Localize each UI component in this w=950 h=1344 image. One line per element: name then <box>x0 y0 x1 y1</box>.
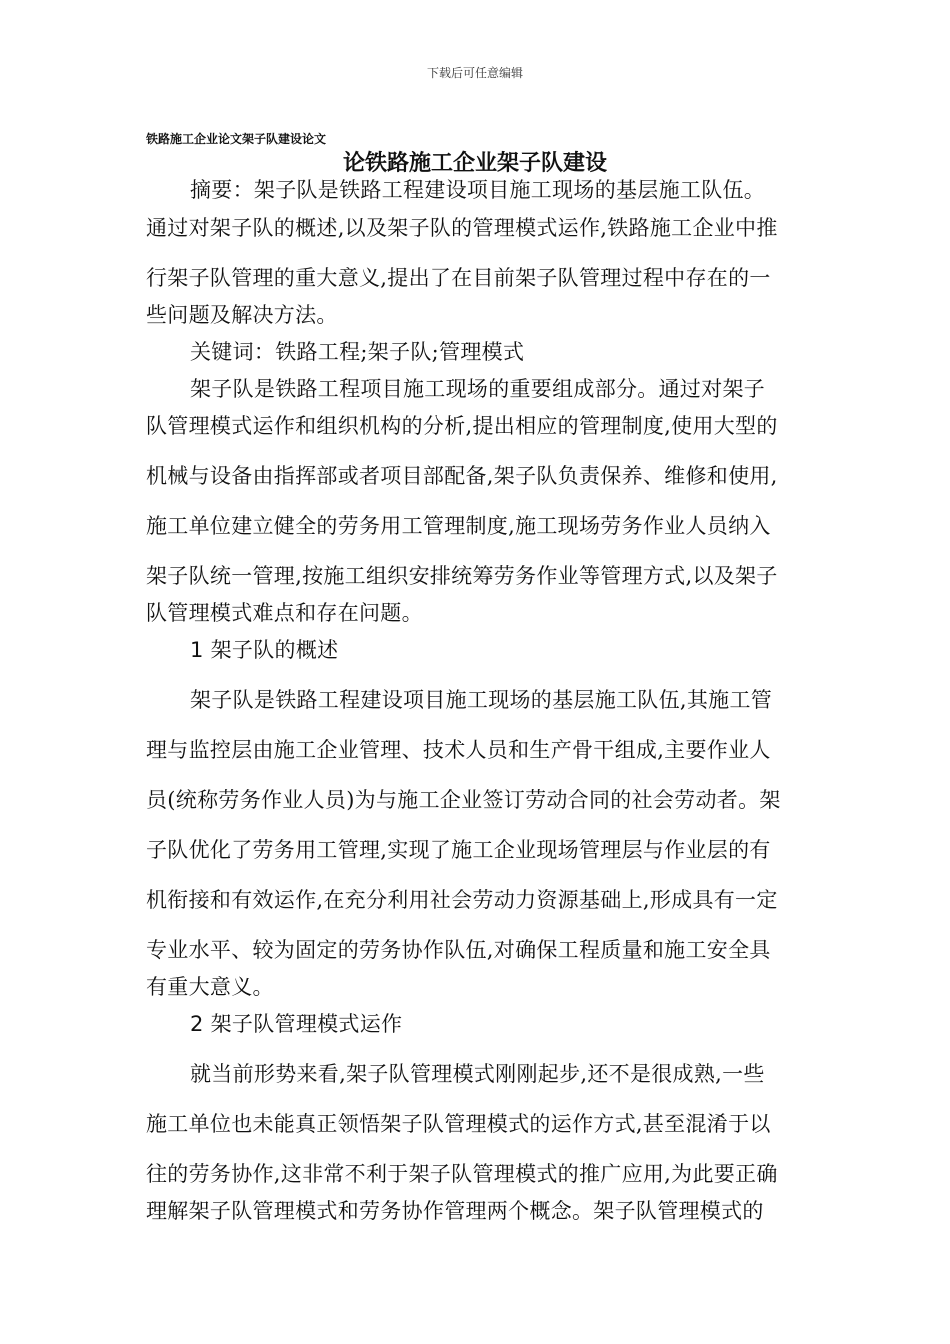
abstract-line: 摘要：架子队是铁路工程建设项目施工现场的基层施工队伍。 <box>190 178 766 202</box>
keywords-line: 关键词：铁路工程;架子队;管理模式 <box>190 340 525 364</box>
paragraph-line: 队管理模式难点和存在问题。 <box>146 601 423 625</box>
paragraph-line: 架子队是铁路工程项目施工现场的重要组成部分。通过对架子 <box>190 377 766 401</box>
paragraph-line: 施工单位建立健全的劳务用工管理制度,施工现场劳务作业人员纳入 <box>146 514 771 538</box>
paragraph-line: 队管理模式运作和组织机构的分析,提出相应的管理制度,使用大型的 <box>146 414 778 438</box>
paragraph-line: 机械与设备由指挥部或者项目部配备,架子队负责保养、维修和使用, <box>146 464 778 488</box>
paragraph-line: 就当前形势来看,架子队管理模式刚刚起步,还不是很成熟,一些 <box>190 1062 765 1086</box>
section-heading-2: 2 架子队管理模式运作 <box>190 1012 403 1036</box>
paragraph-line: 架子队统一管理,按施工组织安排统筹劳务作业等管理方式,以及架子 <box>146 564 778 588</box>
page-header: 下载后可任意编辑 <box>426 66 523 80</box>
paragraph-line: 机衔接和有效运作,在充分利用社会劳动力资源基础上,形成具有一定 <box>146 888 778 912</box>
paragraph-line: 有重大意义。 <box>146 975 274 999</box>
paragraph-line: 往的劳务协作,这非常不利于架子队管理模式的推广应用,为此要正确 <box>146 1162 778 1186</box>
paragraph-line: 员(统称劳务作业人员)为与施工企业签订劳动合同的社会劳动者。架 <box>146 788 781 812</box>
paragraph-line: 架子队是铁路工程建设项目施工现场的基层施工队伍,其施工管 <box>190 688 773 712</box>
abstract-line: 些问题及解决方法。 <box>146 303 338 327</box>
document-title: 论铁路施工企业架子队建设 <box>342 151 607 176</box>
paragraph-line: 理与监控层由施工企业管理、技术人员和生产骨干组成,主要作业人 <box>146 738 771 762</box>
paragraph-line: 专业水平、较为固定的劳务协作队伍,对确保工程质量和施工安全具 <box>146 938 771 962</box>
paragraph-line: 理解架子队管理模式和劳务协作管理两个概念。架子队管理模式的 <box>146 1199 764 1223</box>
paragraph-line: 施工单位也未能真正领悟架子队管理模式的运作方式,甚至混淆于以 <box>146 1112 771 1136</box>
abstract-line: 行架子队管理的重大意义,提出了在目前架子队管理过程中存在的一 <box>146 266 771 290</box>
paragraph-line: 子队优化了劳务用工管理,实现了施工企业现场管理层与作业层的有 <box>146 838 771 862</box>
section-heading-1: 1 架子队的概述 <box>190 638 339 662</box>
document-category-label: 铁路施工企业论文架子队建设论文 <box>146 132 327 146</box>
abstract-line: 通过对架子队的概述,以及架子队的管理模式运作,铁路施工企业中推 <box>146 216 778 240</box>
